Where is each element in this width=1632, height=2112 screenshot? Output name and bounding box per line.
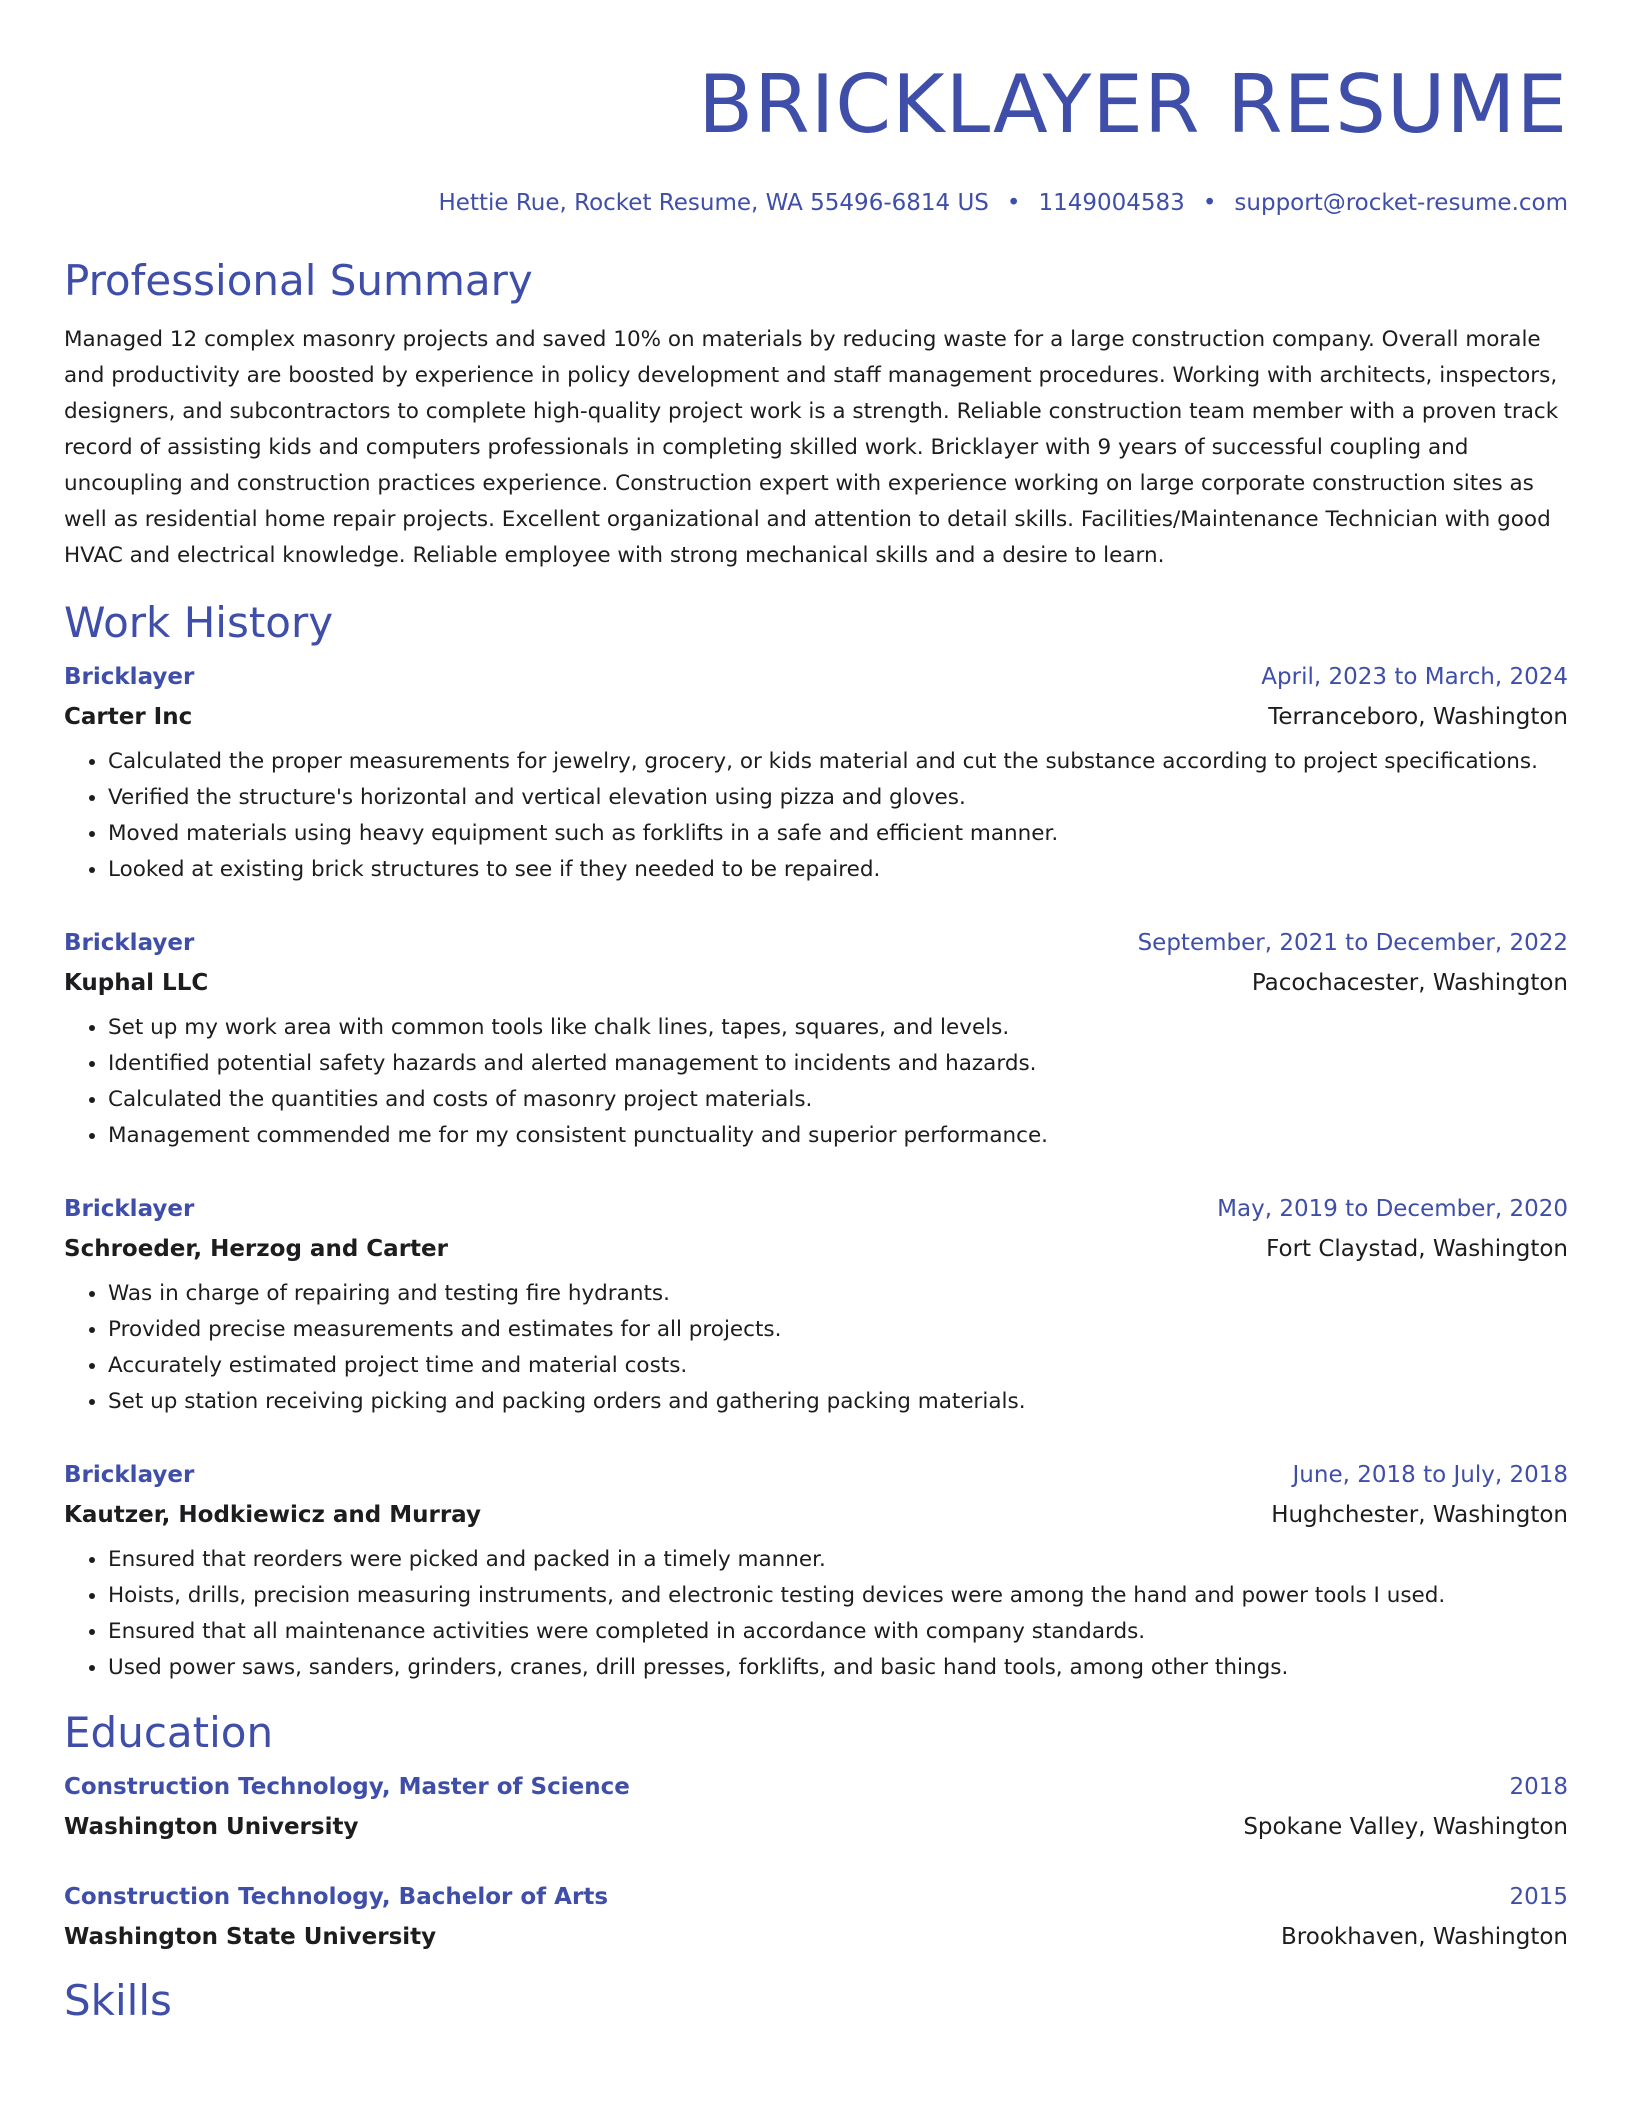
job-bullet: • Verified the structure's horizontal and vertical elevation using pizza and gloves.: [108, 780, 1568, 816]
job-role: Bricklayer: [64, 930, 195, 956]
education-school: Washington University: [64, 1814, 359, 1840]
job-company-row: [64, 1234, 1568, 1264]
education-location: Brookhaven, Washington: [1281, 1924, 1568, 1950]
contact-line: [64, 188, 1568, 218]
job-role-row: [64, 662, 1568, 692]
section-title-work-history: Work History: [64, 598, 334, 647]
job-location: Terranceboro, Washington: [1268, 704, 1568, 730]
job-bullet: • Ensured that all maintenance activities were completed in accordance with company standards.: [108, 1614, 1568, 1650]
job-bullet-list: [64, 744, 1568, 888]
job-company-row: [64, 1500, 1568, 1530]
contact-email[interactable]: support@rocket-resume.com: [1234, 190, 1568, 216]
job-bullet-list: [64, 1010, 1568, 1154]
resume-title: BRICKLAYER RESUME: [698, 58, 1568, 151]
contact-address: Hettie Rue, Rocket Resume, WA 55496-6814 US: [438, 190, 989, 216]
job-bullet: • Set up my work area with common tools like chalk lines, tapes, squares, and levels.: [108, 1010, 1568, 1046]
job-bullet: • Management commended me for my consistent punctuality and superior performance.: [108, 1118, 1568, 1154]
job-company: Kuphal LLC: [64, 970, 209, 996]
job-entry: [64, 928, 1568, 1154]
job-bullet-list: [64, 1542, 1568, 1686]
job-bullet: • Provided precise measurements and estimates for all projects.: [108, 1312, 1568, 1348]
job-bullet: • Used power saws, sanders, grinders, cranes, drill presses, forklifts, and basic hand tools, among other things.: [108, 1650, 1568, 1686]
job-company: Schroeder, Herzog and Carter: [64, 1236, 448, 1262]
contact-separator: •: [1006, 190, 1021, 216]
contact-phone: 1149004583: [1038, 190, 1185, 216]
section-title-education: Education: [64, 1708, 274, 1757]
job-dates: April, 2023 to March, 2024: [1261, 664, 1568, 690]
job-bullet: • Was in charge of repairing and testing fire hydrants.: [108, 1276, 1568, 1312]
education-school: Washington State University: [64, 1924, 437, 1950]
job-dates: June, 2018 to July, 2018: [1292, 1462, 1568, 1488]
job-role: Bricklayer: [64, 1196, 195, 1222]
education-location: Spokane Valley, Washington: [1243, 1814, 1568, 1840]
job-role: Bricklayer: [64, 1462, 195, 1488]
job-bullet: • Moved materials using heavy equipment such as forklifts in a safe and efficient manner.: [108, 816, 1568, 852]
education-year: 2018: [1509, 1774, 1568, 1800]
job-entry: [64, 1194, 1568, 1420]
education-school-row: [64, 1922, 1568, 1952]
job-role-row: [64, 928, 1568, 958]
section-title-skills: Skills: [64, 1976, 172, 2025]
job-location: Hughchester, Washington: [1271, 1502, 1568, 1528]
job-role-row: [64, 1460, 1568, 1490]
education-degree-row: [64, 1772, 1568, 1802]
education-degree: Construction Technology, Bachelor of Arts: [64, 1884, 609, 1910]
job-entry: [64, 1460, 1568, 1686]
job-dates: May, 2019 to December, 2020: [1217, 1196, 1568, 1222]
summary-text: Managed 12 complex masonry projects and saved 10% on materials by reducing waste for a large construction company. Overall morale and productivity are boosted by experience in policy development and staff management procedures. Working with architects, inspectors, designers, and subcontractors to complete high-quality project work is a strength. Reliable construction team member with a proven track record of assisting kids and computers professionals in completing skilled work. Bricklayer with 9 years of successful coupling and uncoupling and construction practices experience. Construction expert with experience working on large corporate construction sites as well as residential home repair projects. Excellent organizational and attention to detail skills. Facilities/Maintenance Technician with good HVAC and electrical knowledge. Reliable employee with strong mechanical skills and a desire to learn.: [64, 327, 1559, 568]
section-title-summary: Professional Summary: [64, 256, 533, 305]
job-role: Bricklayer: [64, 664, 195, 690]
job-bullet: • Calculated the proper measurements for jewelry, grocery, or kids material and cut the substance according to project specifications.: [108, 744, 1568, 780]
job-bullet-list: [64, 1276, 1568, 1420]
job-company: Kautzer, Hodkiewicz and Murray: [64, 1502, 481, 1528]
education-year: 2015: [1509, 1884, 1568, 1910]
job-bullet: • Identified potential safety hazards and alerted management to incidents and hazards.: [108, 1046, 1568, 1082]
job-company-row: [64, 968, 1568, 998]
job-bullet: • Accurately estimated project time and material costs.: [108, 1348, 1568, 1384]
job-role-row: [64, 1194, 1568, 1224]
education-degree-row: [64, 1882, 1568, 1912]
job-location: Fort Claystad, Washington: [1266, 1236, 1568, 1262]
job-company: Carter Inc: [64, 704, 193, 730]
job-bullet: • Ensured that reorders were picked and packed in a timely manner.: [108, 1542, 1568, 1578]
contact-separator: •: [1202, 190, 1217, 216]
job-bullet: • Set up station receiving picking and packing orders and gathering packing materials.: [108, 1384, 1568, 1420]
education-school-row: [64, 1812, 1568, 1842]
job-bullet: • Calculated the quantities and costs of masonry project materials.: [108, 1082, 1568, 1118]
education-entry: [64, 1882, 1568, 1952]
job-dates: September, 2021 to December, 2022: [1137, 930, 1568, 956]
job-entry: [64, 662, 1568, 888]
job-location: Pacochacester, Washington: [1251, 970, 1568, 996]
work-history-list: [64, 662, 1568, 1686]
education-entry: [64, 1772, 1568, 1842]
job-bullet: • Looked at existing brick structures to see if they needed to be repaired.: [108, 852, 1568, 888]
education-degree: Construction Technology, Master of Science: [64, 1774, 630, 1800]
education-list: [64, 1772, 1568, 1952]
job-company-row: [64, 702, 1568, 732]
job-bullet: • Hoists, drills, precision measuring instruments, and electronic testing devices were among the hand and power tools I used.: [108, 1578, 1568, 1614]
